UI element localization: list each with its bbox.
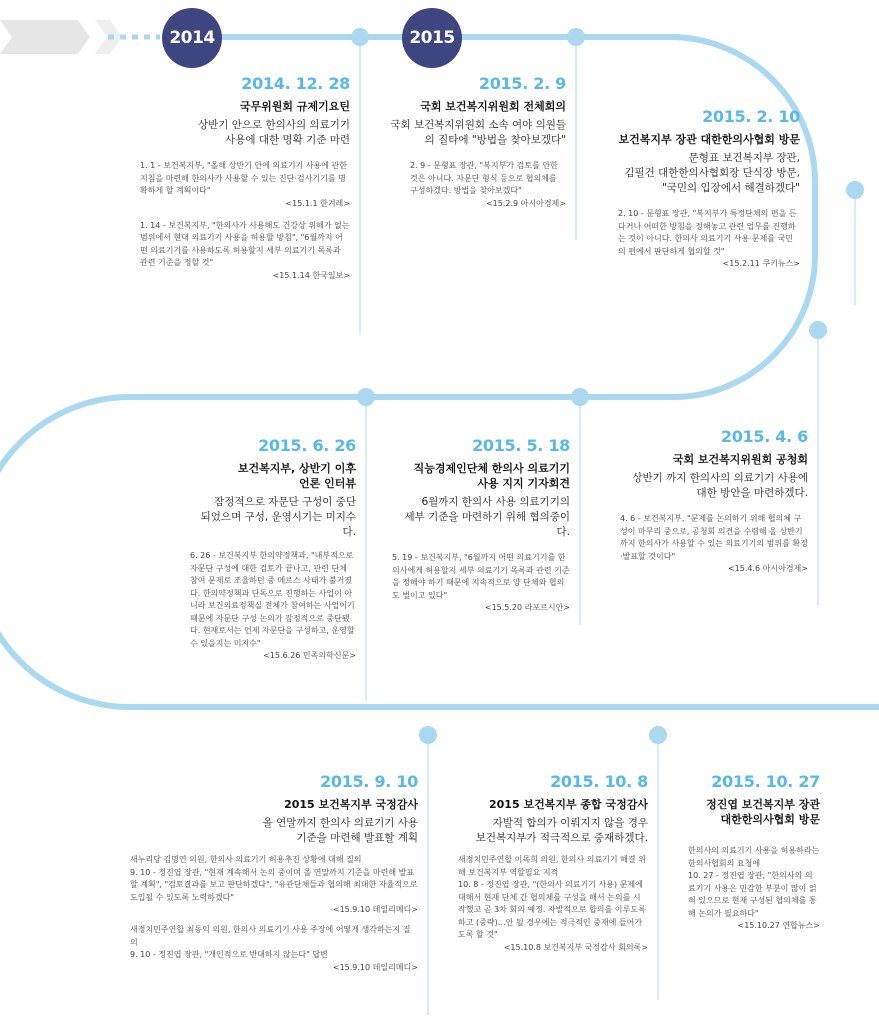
event-2015-02-09 [380,74,566,216]
event-2014-12-28 [140,74,350,288]
event-quote: 새정치민주연합 이목희 의원, 한의사 의료기기 해결 위해 보건복지부 역할필요 지적 10. 8 - 정진엽 장관, "(한의사 의료기기 사용) 문제에 대해서 현재 단체 간 협의체를 구성을 해서 논의를 시작했고 곧 3차 회의 예정. 자발적으로 합의를 이루도록 하고 (중략)…안 될 경우에는 적극적인 중재에 들어가도록 할 것" [458,855,646,939]
timeline-node [846,181,864,199]
timeline-node [649,726,667,744]
year-badge-2015: 2015 [402,8,462,68]
event-headline: 국무위원회 규제기요틴 [239,100,350,113]
event-quote: 한의사의 의료기기 사용을 허용하라는 한의사협회의 요청에 10. 27 - 정진엽 장관, "한의사의 의료기기 사용은 민감한 부분이 많이 얽혀 있으므로 현재 구성된 협의체를 통해 논의가 필요하다" [688,846,820,918]
event-summary: 상반기 안으로 한의사의 의료기기 사용에 대한 명확 기준 마련 [197,119,350,146]
event-source: <15.2.9 아시아경제> [485,198,566,208]
event-quote: 2. 9 - 문형표 장관, "복지부가 검토를 안한 것은 아니다. 자문단 형식 등으로 협의체를 구성하겠다. 방법을 찾아보겠다" [410,161,558,195]
event-quote: 새정치민주연합 최동익 의원, 한의사 의료기기 사용 주장에 어떻게 생각하는지 질의 9. 10 - 정진엽 장관, "개인적으로 반대하지 않는다" 답변 [130,925,411,959]
event-source: <15.2.11 쿠키뉴스> [722,259,800,268]
event-source: <15.4.6 아시아경제> [727,564,808,573]
event-2015-06-26 [190,436,356,668]
event-quote: 6. 26 - 보건복지부 한의약정책과, "내부적으로 자문단 구성에 대한 검토가 끝나고, 관련 단체 참여 문제로 조율하던 중 메르스 사태가 불거졌다. 한의약정책과 단독으로 진행하는 사업이 아니라 보건의료정책실 전체가 참여하는 사업이기 때문에 자문단 구성 논의가 잠정적으로 중단됐다. 현재로서는 언제 자문단을 구성하고, 운영할 수 있을지는 미지수" [190,551,355,648]
event-headline: 정진엽 보건복지부 장관 대한한의사협회 방문 [706,798,820,826]
event-date: 2015. 10. 27 [711,772,820,791]
event-2015-05-18 [392,436,570,620]
timeline-node [809,321,827,339]
event-date: 2015. 5. 18 [472,436,570,455]
event-source: <15.6.26 민족의학신문> [263,651,356,660]
event-headline: 국회 보건복지위원회 공청회 [672,453,808,466]
event-source: <15.10.8 보건복지부 국정감사 회의록> [503,942,648,952]
event-2015-10-08 [458,772,648,960]
event-date: 2015. 9. 10 [320,772,418,791]
event-quote: 1. 1 - 보건복지부, "올해 상반기 안에 의료기기 사용에 관한 지침을 마련해 한의사가 사용할 수 있는 진단·검사기기를 명확하게 할 계획이다" [140,161,348,195]
event-summary: 올 연말까지 한의사 의료기기 사용 기준을 마련해 발표할 계획 [262,817,418,844]
event-quote: 새누리당 김명연 의원, 한의사 의료기기 허용추진 상황에 대해 질의 9. 10 - 정진엽 장관, "현재 계속해서 논의 중이며 올 연말까지 기준을 마련해 발표할 계획", "검토결과를 보고 판단하겠다", "유관단체들과 협의해 최대한 자율적으로 도입될 수 있도록 노력하겠다" [130,855,418,902]
event-2015-09-10 [130,772,418,980]
event-2015-10-27 [688,772,820,938]
event-source: <15.5.20 라포르시안> [484,603,570,612]
event-date: 2015. 4. 6 [720,427,808,446]
timeline-node [567,28,585,46]
event-quote: 5. 19 - 보건복지부, "6월까지 어떤 의료기기를 한의사에게 허용할지 세부 의료기기 목록과 관련 기준을 정해야 하기 때문에 지속적으로 양 단체와 협의도 벌이고 있다" [392,553,570,600]
event-headline: 국회 보건복지위원회 전체회의 [420,100,566,113]
event-summary: 6월까지 한의사 사용 의료기기의 세부 기준을 마련하기 위해 협의중이다. [404,496,570,538]
event-source: <15.10.27 연합뉴스> [737,921,820,930]
event-date: 2014. 12. 28 [241,74,350,93]
timeline-node [357,388,375,406]
timeline-node [351,28,369,46]
event-summary: 자발적 합의가 이뤄지지 않을 경우 보건복지부가 적극적으로 중재하겠다. [475,817,648,844]
event-date: 2015. 10. 8 [550,772,648,791]
timeline-node [419,726,437,744]
timeline-node [571,388,589,406]
event-summary: 국회 보건복지위원회 소속 여야 의원들 의 질타에 "방법을 찾아보겠다" [390,119,566,146]
event-quote: 1. 14 - 보건복지부, "한의사가 사용해도 건강상 위해가 없는 범위에서 현대 의료기기 사용을 허용할 방침", "6월까지 어떤 의료기기를 사용하도록 허용할지 세부 의료기기 목록과 관련 기준을 정할 것" [140,220,350,267]
start-arrow-1 [0,20,90,54]
event-headline: 직능경제인단체 한의사 의료기기 사용 지지 기자회견 [413,462,570,490]
event-date: 2015. 2. 9 [478,74,566,93]
event-2015-02-10 [600,107,800,276]
event-source: <15.9.10 데일리메디> [332,905,418,914]
event-date: 2015. 2. 10 [702,107,800,126]
year-badge-2014: 2014 [162,8,222,68]
event-headline: 보건복지부, 상반기 이후 언론 인터뷰 [237,462,356,490]
event-2015-04-06 [610,427,808,581]
event-source: <15.9.10 데일리메디> [332,962,418,972]
event-summary: 잠정적으로 자문단 구성이 중단 되었으며 구성, 운영시기는 미지수다. [200,496,356,538]
event-headline: 2015 보건복지부 종합 국정감사 [489,798,648,811]
event-headline: 2015 보건복지부 국정감사 [284,798,418,811]
event-summary: 문형표 보건복지부 장관, 김필건 대한한의사협회장 단식장 방문, "국민의 입장에서 해결하겠다" [624,152,800,194]
event-source: <15.1.14 한국일보> [272,270,350,280]
event-headline: 보건복지부 장관 대한한의사협회 방문 [618,133,800,146]
event-quote: 2. 10 - 문형표 장관, "복지부가 특정단체의 편을 든다거나 어떠한 방침을 정해놓고 관련 업무를 진행하는 것이 아니다. 한의사 의료기기 사용 문제를 국민의 편에서 판단하게 협의할 것" [618,209,797,256]
event-source: <15.1.1 한겨레> [285,198,350,208]
event-date: 2015. 6. 26 [258,436,356,455]
event-quote: 4. 6 - 보건복지부, "문제를 논의하기 위해 협의체 구성이 마무리 중으로, 공청회 의견을 수렴해 올 상반기까지 한의사가 사용할 수 있는 의료기기의 범위를 확정·발표할 것이다" [620,514,808,561]
event-summary: 상반기 까지 한의사의 의료기기 사용에 대한 방안을 마련하겠다. [632,472,808,499]
